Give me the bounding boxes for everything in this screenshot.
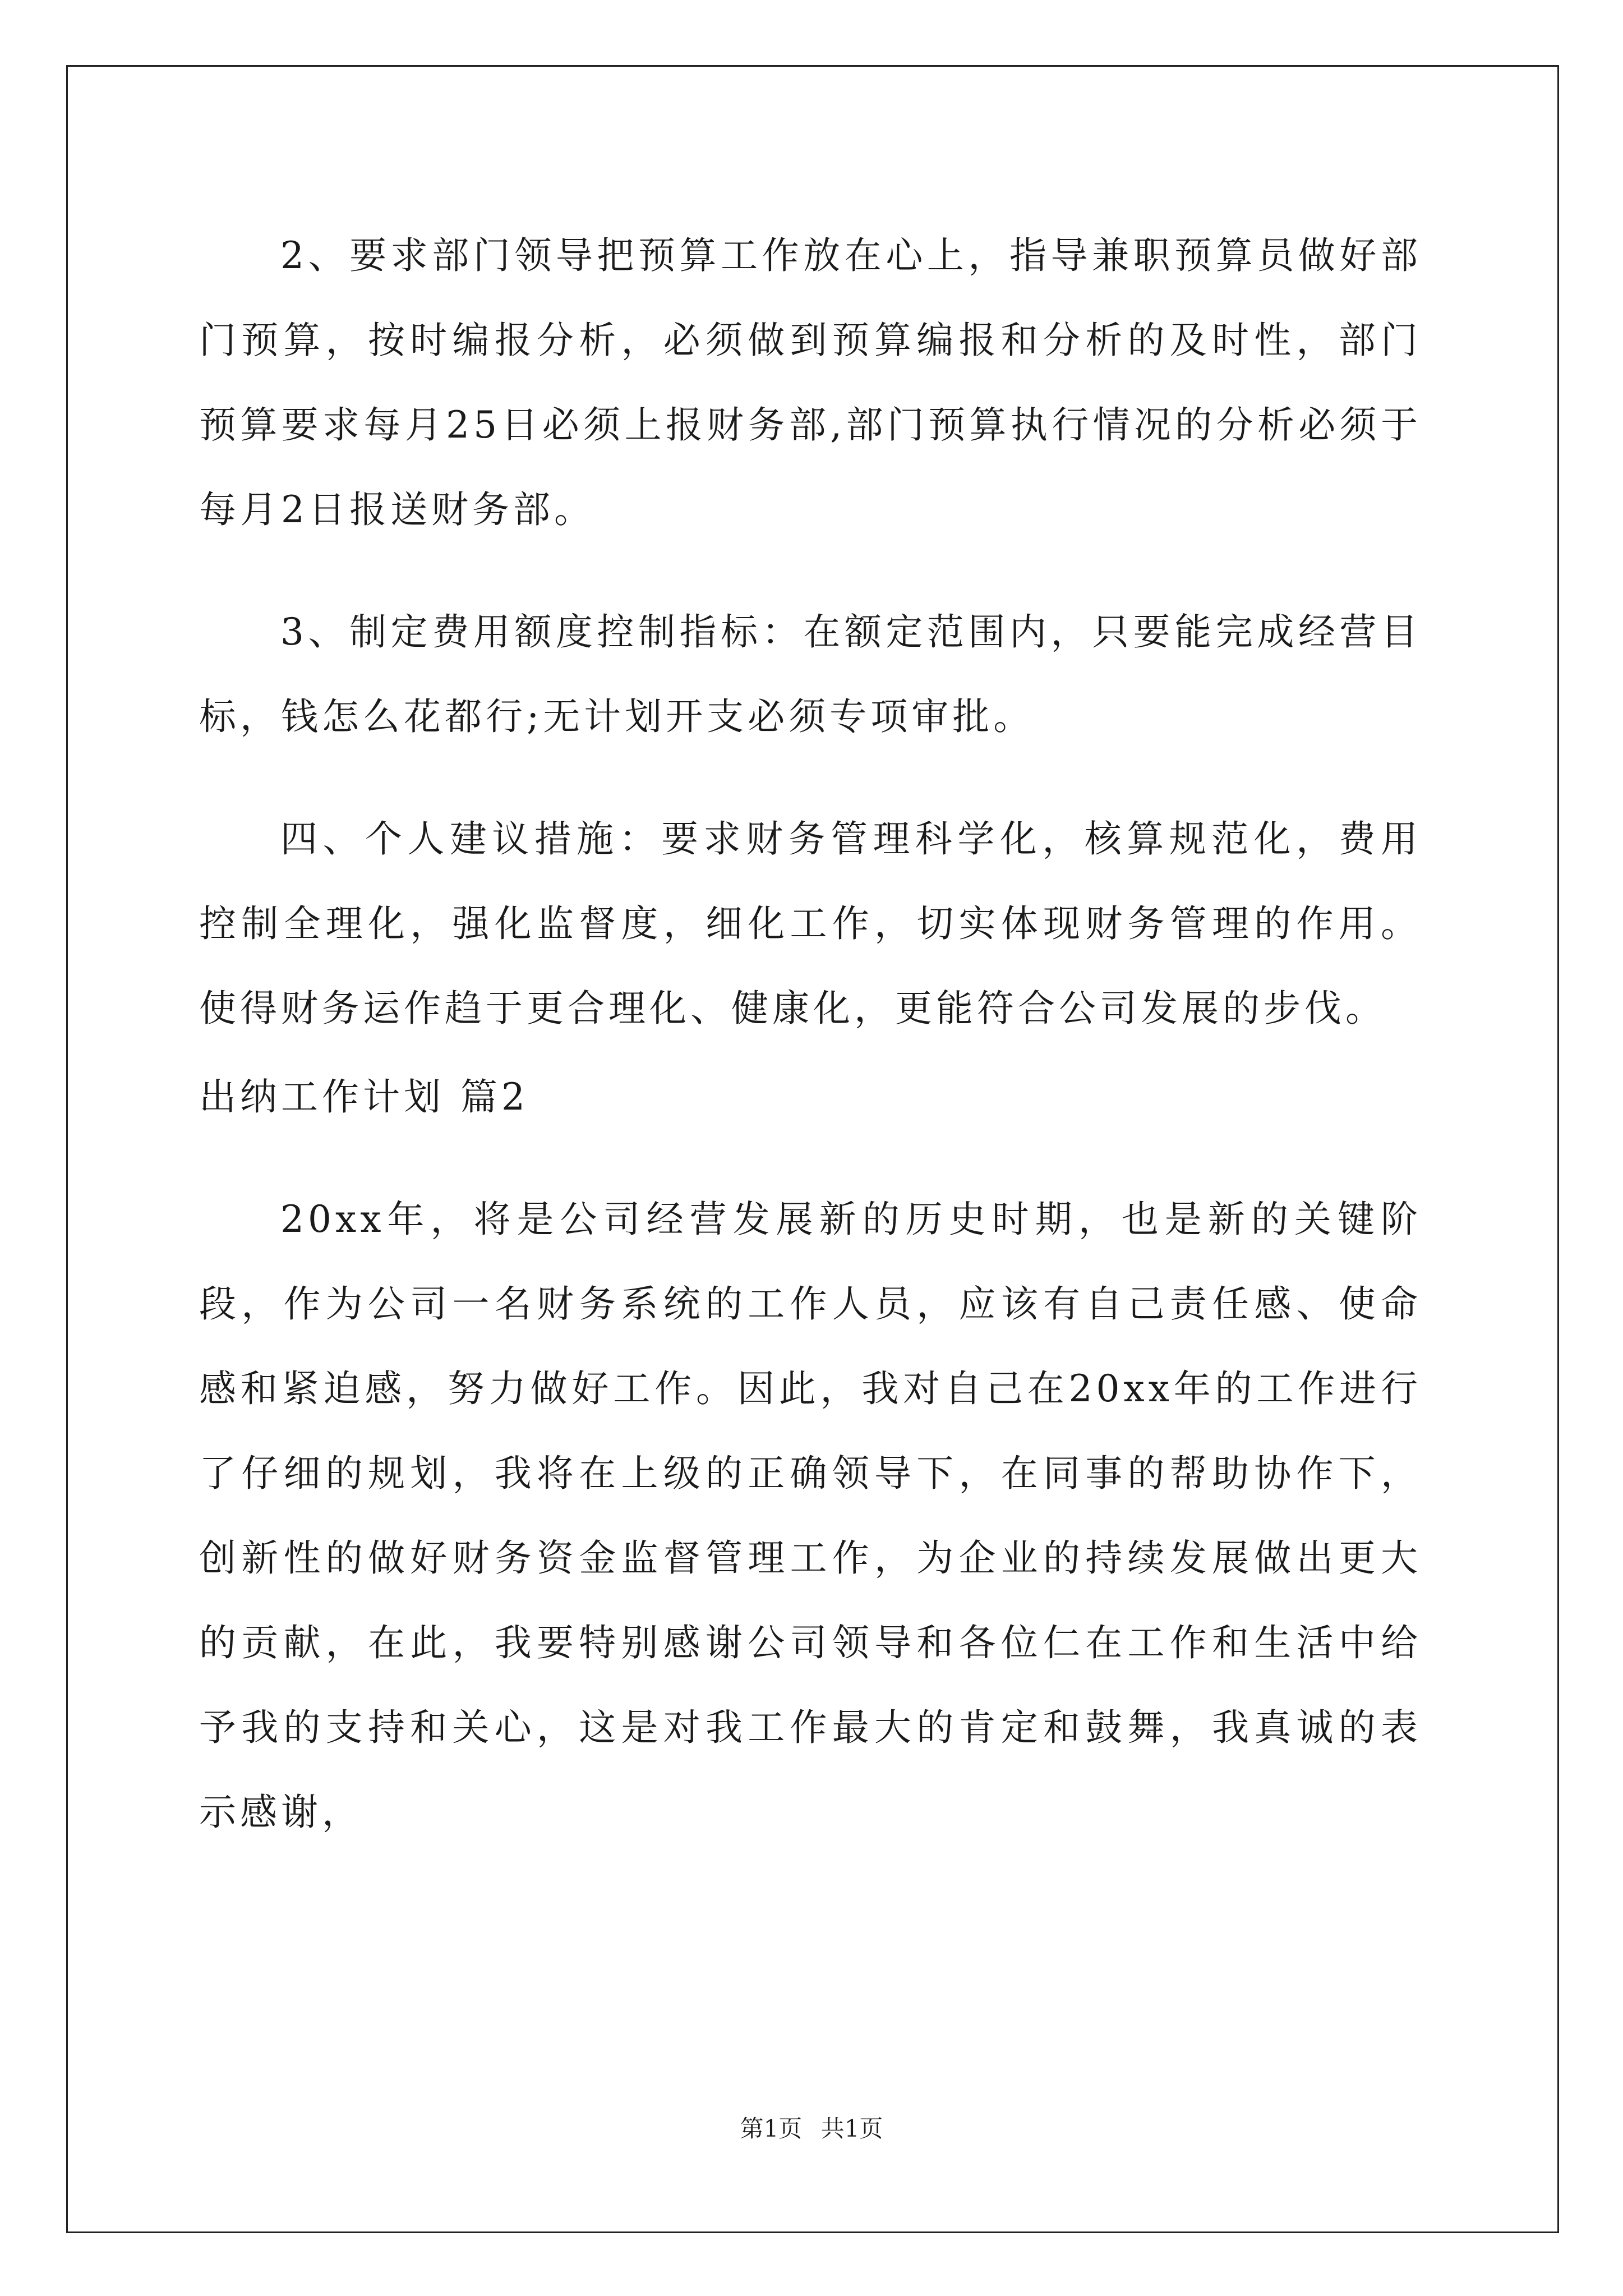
paragraph-work-plan-intro: 20xx年，将是公司经营发展新的历史时期，也是新的关键阶段，作为公司一名财务系统的工作人员，应该有自己责任感、使命感和紧迫感，努力做好工作。因此，我对自己在20xx年的工作进行了仔细的规划，我将在上级的正确领导下，在同事的帮助协作下，创新性的做好财务资金监督管理工作，为企业的持续发展做出更大的贡献，在此，我要特别感谢公司领导和各位仁在工作和生活中给予我的支持和关心，这是对我工作最大的肯定和鼓舞，我真诚的表示感谢， xyxy=(199,1198,1422,1834)
page-footer xyxy=(0,2112,1623,2146)
paragraph-expense-control: 3、制定费用额度控制指标：在额定范围内，只要能完成经营目标，钱怎么花都行;无计划开支必须专项审批。 xyxy=(199,610,1422,738)
section-heading: 出纳工作计划 篇2 xyxy=(199,1075,529,1119)
paragraph-personal-suggestions: 四、个人建议措施：要求财务管理科学化，核算规范化，费用控制全理化，强化监督度，细化工作，切实体现财务管理的作用。使得财务运作趋于更合理化、健康化，更能符合公司发展的步伐。 xyxy=(199,817,1422,1030)
document-body xyxy=(199,213,1422,1855)
paragraph-budget-reporting: 2、要求部门领导把预算工作放在心上，指导兼职预算员做好部门预算，按时编报分析，必须做到预算编报和分析的及时性，部门预算要求每月25日必须上报财务部,部门预算执行情况的分析必须于每月2日报送财务部。 xyxy=(199,234,1422,531)
page-number: 第1页 xyxy=(740,2115,803,2142)
page-total: 共1页 xyxy=(820,2115,883,2142)
